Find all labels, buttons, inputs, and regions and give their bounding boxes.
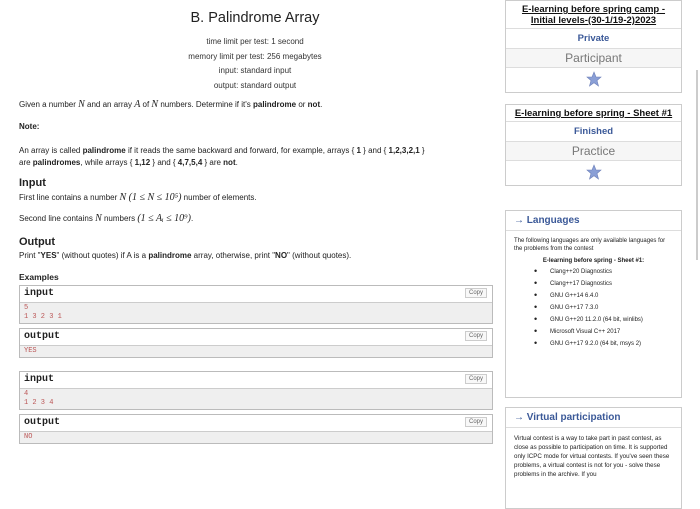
input-type: input: standard input xyxy=(218,66,292,75)
list-item: • Microsoft Visual C++ 2017 xyxy=(514,328,673,336)
contest-link[interactable]: E-learning before spring camp - Initial levels-(30-1/19-2)2023 xyxy=(521,4,666,26)
copy-button[interactable]: Copy xyxy=(465,331,487,341)
input-label: input xyxy=(24,288,55,299)
sample-input: 5 1 3 2 3 1 xyxy=(20,303,492,323)
scrollbar[interactable] xyxy=(696,70,698,260)
list-item: • Clang++17 Diagnostics xyxy=(514,280,673,288)
input-line-1: First line contains a number N (1 ≤ N ≤ 10⁵) number of elements. xyxy=(19,192,257,203)
virtual-header: → Virtual participation xyxy=(506,408,681,428)
contest-link[interactable]: E-learning before spring - Sheet #1 xyxy=(514,108,673,119)
legend: Given a number N and an array A of N numbers. Determine if it's palindrome or not. xyxy=(19,99,323,110)
memory-limit: memory limit per test: 256 megabytes xyxy=(188,51,322,61)
note-text: An array is called palindrome if it reads the same backward and forward, for example, arrays { 1 } and { 1,2,3,2,1 } are palindromes, while arrays { 1,12 } and { 4,7,5,4 } are not. xyxy=(19,146,425,167)
note-label: Note: xyxy=(19,122,40,131)
output-type: output: standard output xyxy=(213,80,297,90)
examples-title: Examples xyxy=(19,272,59,282)
favourite-star[interactable] xyxy=(506,160,681,185)
contest-box-2 xyxy=(505,104,682,186)
problem-title: B. Palindrome Array xyxy=(190,10,320,26)
input-label: input xyxy=(24,374,55,385)
contest-mode: Practice xyxy=(506,141,681,160)
input-title: Input xyxy=(19,177,46,189)
favourite-star[interactable] xyxy=(506,67,681,92)
star-icon xyxy=(586,71,602,87)
star-icon xyxy=(586,164,602,180)
list-item: • GNU G++17 7.3.0 xyxy=(514,304,673,312)
virtual-text: Virtual contest is a way to take part in past contest, as close as possible to participation on time. It is supported only ICPC mode for virtual contests. If you've seen these problems, a virtual contest is not for you - solve these problems in the archive. If you xyxy=(514,435,670,478)
contest-status: Finished xyxy=(506,121,681,141)
languages-list xyxy=(506,268,681,348)
virtual-participation-box xyxy=(505,407,682,509)
time-limit: time limit per test: 1 second xyxy=(206,37,304,46)
contest-mode: Participant xyxy=(506,48,681,67)
sample-input: 4 1 2 3 4 xyxy=(20,389,492,409)
contest-status: Private xyxy=(506,28,681,48)
languages-intro: The following languages are only available languages for the problems from the contest xyxy=(514,238,666,252)
example-2-input xyxy=(19,371,493,410)
output-line: Print "YES" (without quotes) if A is a palindrome array, otherwise, print "NO" (without quotes). xyxy=(19,251,352,260)
languages-box xyxy=(505,210,682,398)
list-item: • GNU G++17 9.2.0 (64 bit, msys 2) xyxy=(514,340,673,348)
list-item: • GNU G++20 11.2.0 (64 bit, winlibs) xyxy=(514,316,673,324)
input-line-2: Second line contains N numbers (1 ≤ Aᵢ ≤ 10⁹). xyxy=(19,213,194,224)
languages-contest-name: E-learning before spring - Sheet #1: xyxy=(542,258,645,264)
copy-button[interactable]: Copy xyxy=(465,374,487,384)
copy-button[interactable]: Copy xyxy=(465,288,487,298)
copy-button[interactable]: Copy xyxy=(465,417,487,427)
list-item: • GNU G++14 6.4.0 xyxy=(514,292,673,300)
list-item: • Clang++20 Diagnostics xyxy=(514,268,673,276)
example-2-output xyxy=(19,414,493,444)
problem-limits xyxy=(0,35,510,93)
output-label: output xyxy=(24,417,61,428)
output-label: output xyxy=(24,331,61,342)
example-1-output xyxy=(19,328,493,358)
languages-header: → Languages xyxy=(506,211,681,231)
sample-output: YES xyxy=(20,346,492,357)
sample-output: NO xyxy=(20,432,492,443)
output-title: Output xyxy=(19,236,56,248)
example-1-input xyxy=(19,285,493,324)
contest-box-1 xyxy=(505,0,682,93)
